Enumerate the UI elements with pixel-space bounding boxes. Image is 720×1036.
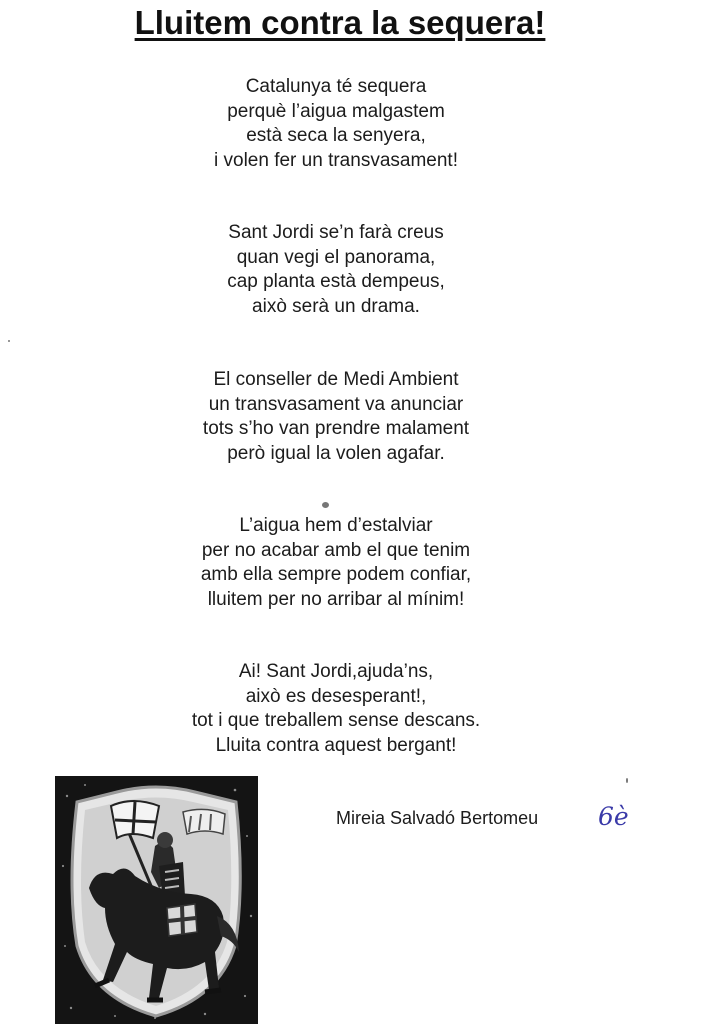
scan-speck (626, 778, 628, 783)
verse-line: perquè l’aigua malgastem (227, 100, 445, 122)
grade-annotation: 6è (598, 802, 629, 831)
author-name: Mireia Salvadó Bertomeu (336, 808, 539, 828)
poem-title: Lluitem contra la sequera! (134, 4, 546, 41)
verse-line: Catalunya té sequera (245, 76, 427, 97)
verse-line: L’aigua hem d’estalviar (239, 515, 433, 536)
verse-line: un transvasament va anunciar (208, 393, 464, 415)
sant-jordi-shield-icon (55, 776, 258, 1024)
verse-line: cap planta està dempeus, (227, 271, 445, 292)
verse-line: està seca la senyera, (246, 125, 426, 146)
verse-line: lluitem per no arribar al mínim! (207, 588, 465, 610)
stanza-4 (0, 514, 672, 612)
stanza-3 (0, 368, 672, 466)
verse-line: això es desesperant!, (245, 685, 427, 707)
verse-line: i volen fer un transvasament! (214, 149, 458, 171)
verse-line: tots s’ho van prendre malament (202, 418, 470, 439)
verse-line: Sant Jordi se’n farà creus (228, 222, 444, 243)
verse-line: Ai! Sant Jordi,ajuda’ns, (238, 661, 434, 682)
verse-line: tot i que treballem sense descans. (191, 710, 481, 731)
verse-line: això serà un drama. (252, 295, 420, 317)
stanza-2 (0, 221, 672, 319)
verse-line: per no acabar amb el que tenim (201, 539, 471, 561)
verse-line: amb ella sempre podem confiar, (200, 564, 472, 585)
verse-line: quan vegi el panorama, (236, 246, 436, 268)
verse-line: però igual la volen agafar. (227, 442, 445, 464)
scan-speck (322, 502, 329, 508)
verse-line: El conseller de Medi Ambient (213, 369, 459, 390)
scan-speck (8, 340, 10, 342)
stanza-5 (0, 660, 672, 758)
verse-line: Lluita contra aquest bergant! (215, 734, 457, 756)
stanza-1 (0, 75, 672, 173)
